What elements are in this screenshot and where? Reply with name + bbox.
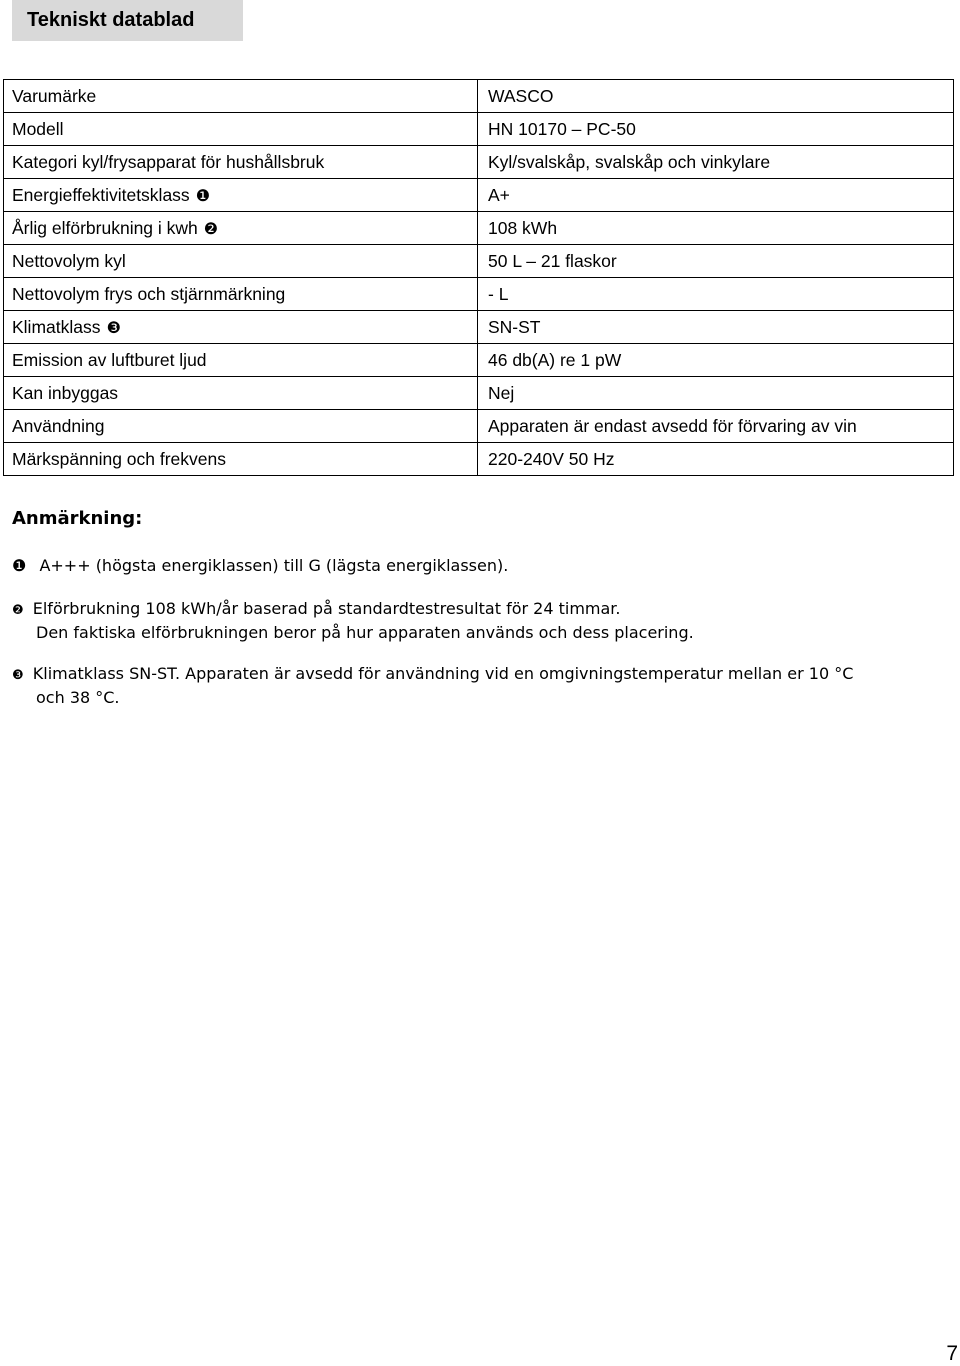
spec-label-cell bbox=[4, 146, 478, 179]
note-1-marker: ❶ bbox=[12, 556, 27, 575]
spec-label: Årlig elförbrukning i kwh bbox=[12, 217, 198, 238]
spec-label-cell bbox=[4, 311, 478, 344]
spec-row bbox=[4, 80, 954, 113]
spec-label-cell bbox=[4, 245, 478, 278]
spec-label: Nettovolym frys och stjärnmärkning bbox=[12, 283, 286, 304]
spec-label-cell bbox=[4, 113, 478, 146]
note-2-marker: ❷ bbox=[12, 603, 24, 618]
spec-value: Nej bbox=[478, 377, 954, 410]
spec-label-cell bbox=[4, 179, 478, 212]
page-title-text: Tekniskt datablad bbox=[27, 9, 195, 31]
spec-value: Kyl/svalskåp, svalskåp och vinkylare bbox=[478, 146, 954, 179]
spec-label: Varumärke bbox=[12, 85, 97, 106]
spec-row bbox=[4, 179, 954, 212]
spec-value: 46 db(A) re 1 pW bbox=[478, 344, 954, 377]
spec-value: Apparaten är endast avsedd för förvaring av vin bbox=[478, 410, 954, 443]
note-3-line-2: och 38 °C. bbox=[36, 688, 120, 707]
spec-value: A+ bbox=[478, 179, 954, 212]
note-1 bbox=[12, 555, 508, 577]
spec-table bbox=[3, 79, 954, 476]
note-2-line-2: Den faktiska elförbrukningen beror på hur apparaten används och dess placering. bbox=[36, 623, 694, 642]
spec-value: - L bbox=[478, 278, 954, 311]
spec-footnote-marker: ❶ bbox=[195, 185, 211, 205]
spec-row bbox=[4, 146, 954, 179]
spec-label-cell bbox=[4, 80, 478, 113]
spec-row bbox=[4, 311, 954, 344]
spec-label: Modell bbox=[12, 118, 64, 139]
spec-row bbox=[4, 245, 954, 278]
spec-label-cell bbox=[4, 344, 478, 377]
note-3-marker: ❸ bbox=[12, 668, 24, 683]
spec-label: Kategori kyl/frysapparat för hushållsbruk bbox=[12, 151, 325, 172]
note-3-line-1: Klimatklass SN-ST. Apparaten är avsedd för användning vid en omgivningstemperatur mellan er 10 °C bbox=[32, 664, 854, 683]
spec-table-body bbox=[4, 80, 954, 476]
spec-value: 108 kWh bbox=[478, 212, 954, 245]
spec-label: Emission av luftburet ljud bbox=[12, 349, 207, 370]
spec-row bbox=[4, 377, 954, 410]
spec-label: Kan inbyggas bbox=[12, 382, 119, 403]
spec-label: Användning bbox=[12, 415, 105, 436]
note-2-line-1: Elförbrukning 108 kWh/år baserad på standardtestresultat för 24 timmar. bbox=[32, 599, 621, 618]
spec-value: 220-240V 50 Hz bbox=[478, 443, 954, 476]
spec-row bbox=[4, 344, 954, 377]
spec-label-cell bbox=[4, 410, 478, 443]
spec-value: SN-ST bbox=[478, 311, 954, 344]
note-3 bbox=[12, 663, 853, 709]
spec-label-cell bbox=[4, 212, 478, 245]
page-number: 7 bbox=[946, 1342, 958, 1365]
page-title bbox=[12, 0, 243, 41]
spec-value: WASCO bbox=[478, 80, 954, 113]
spec-footnote-marker: ❸ bbox=[106, 317, 121, 337]
spec-row bbox=[4, 410, 954, 443]
spec-value: HN 10170 – PC-50 bbox=[478, 113, 954, 146]
note-2 bbox=[12, 598, 694, 644]
spec-row bbox=[4, 443, 954, 476]
spec-row bbox=[4, 278, 954, 311]
spec-value: 50 L – 21 flaskor bbox=[478, 245, 954, 278]
spec-row bbox=[4, 113, 954, 146]
spec-label-cell bbox=[4, 377, 478, 410]
spec-label: Märkspänning och frekvens bbox=[12, 448, 226, 469]
spec-label: Energieffektivitetsklass bbox=[12, 184, 190, 205]
spec-label-cell bbox=[4, 278, 478, 311]
spec-label-cell bbox=[4, 443, 478, 476]
spec-row bbox=[4, 212, 954, 245]
notes-heading: Anmärkning: bbox=[12, 508, 143, 529]
spec-label: Klimatklass bbox=[12, 316, 101, 337]
note-1-text: A+++ (högsta energiklassen) till G (lägsta energiklassen). bbox=[39, 556, 509, 575]
spec-footnote-marker: ❷ bbox=[203, 218, 219, 238]
spec-label: Nettovolym kyl bbox=[12, 250, 126, 271]
